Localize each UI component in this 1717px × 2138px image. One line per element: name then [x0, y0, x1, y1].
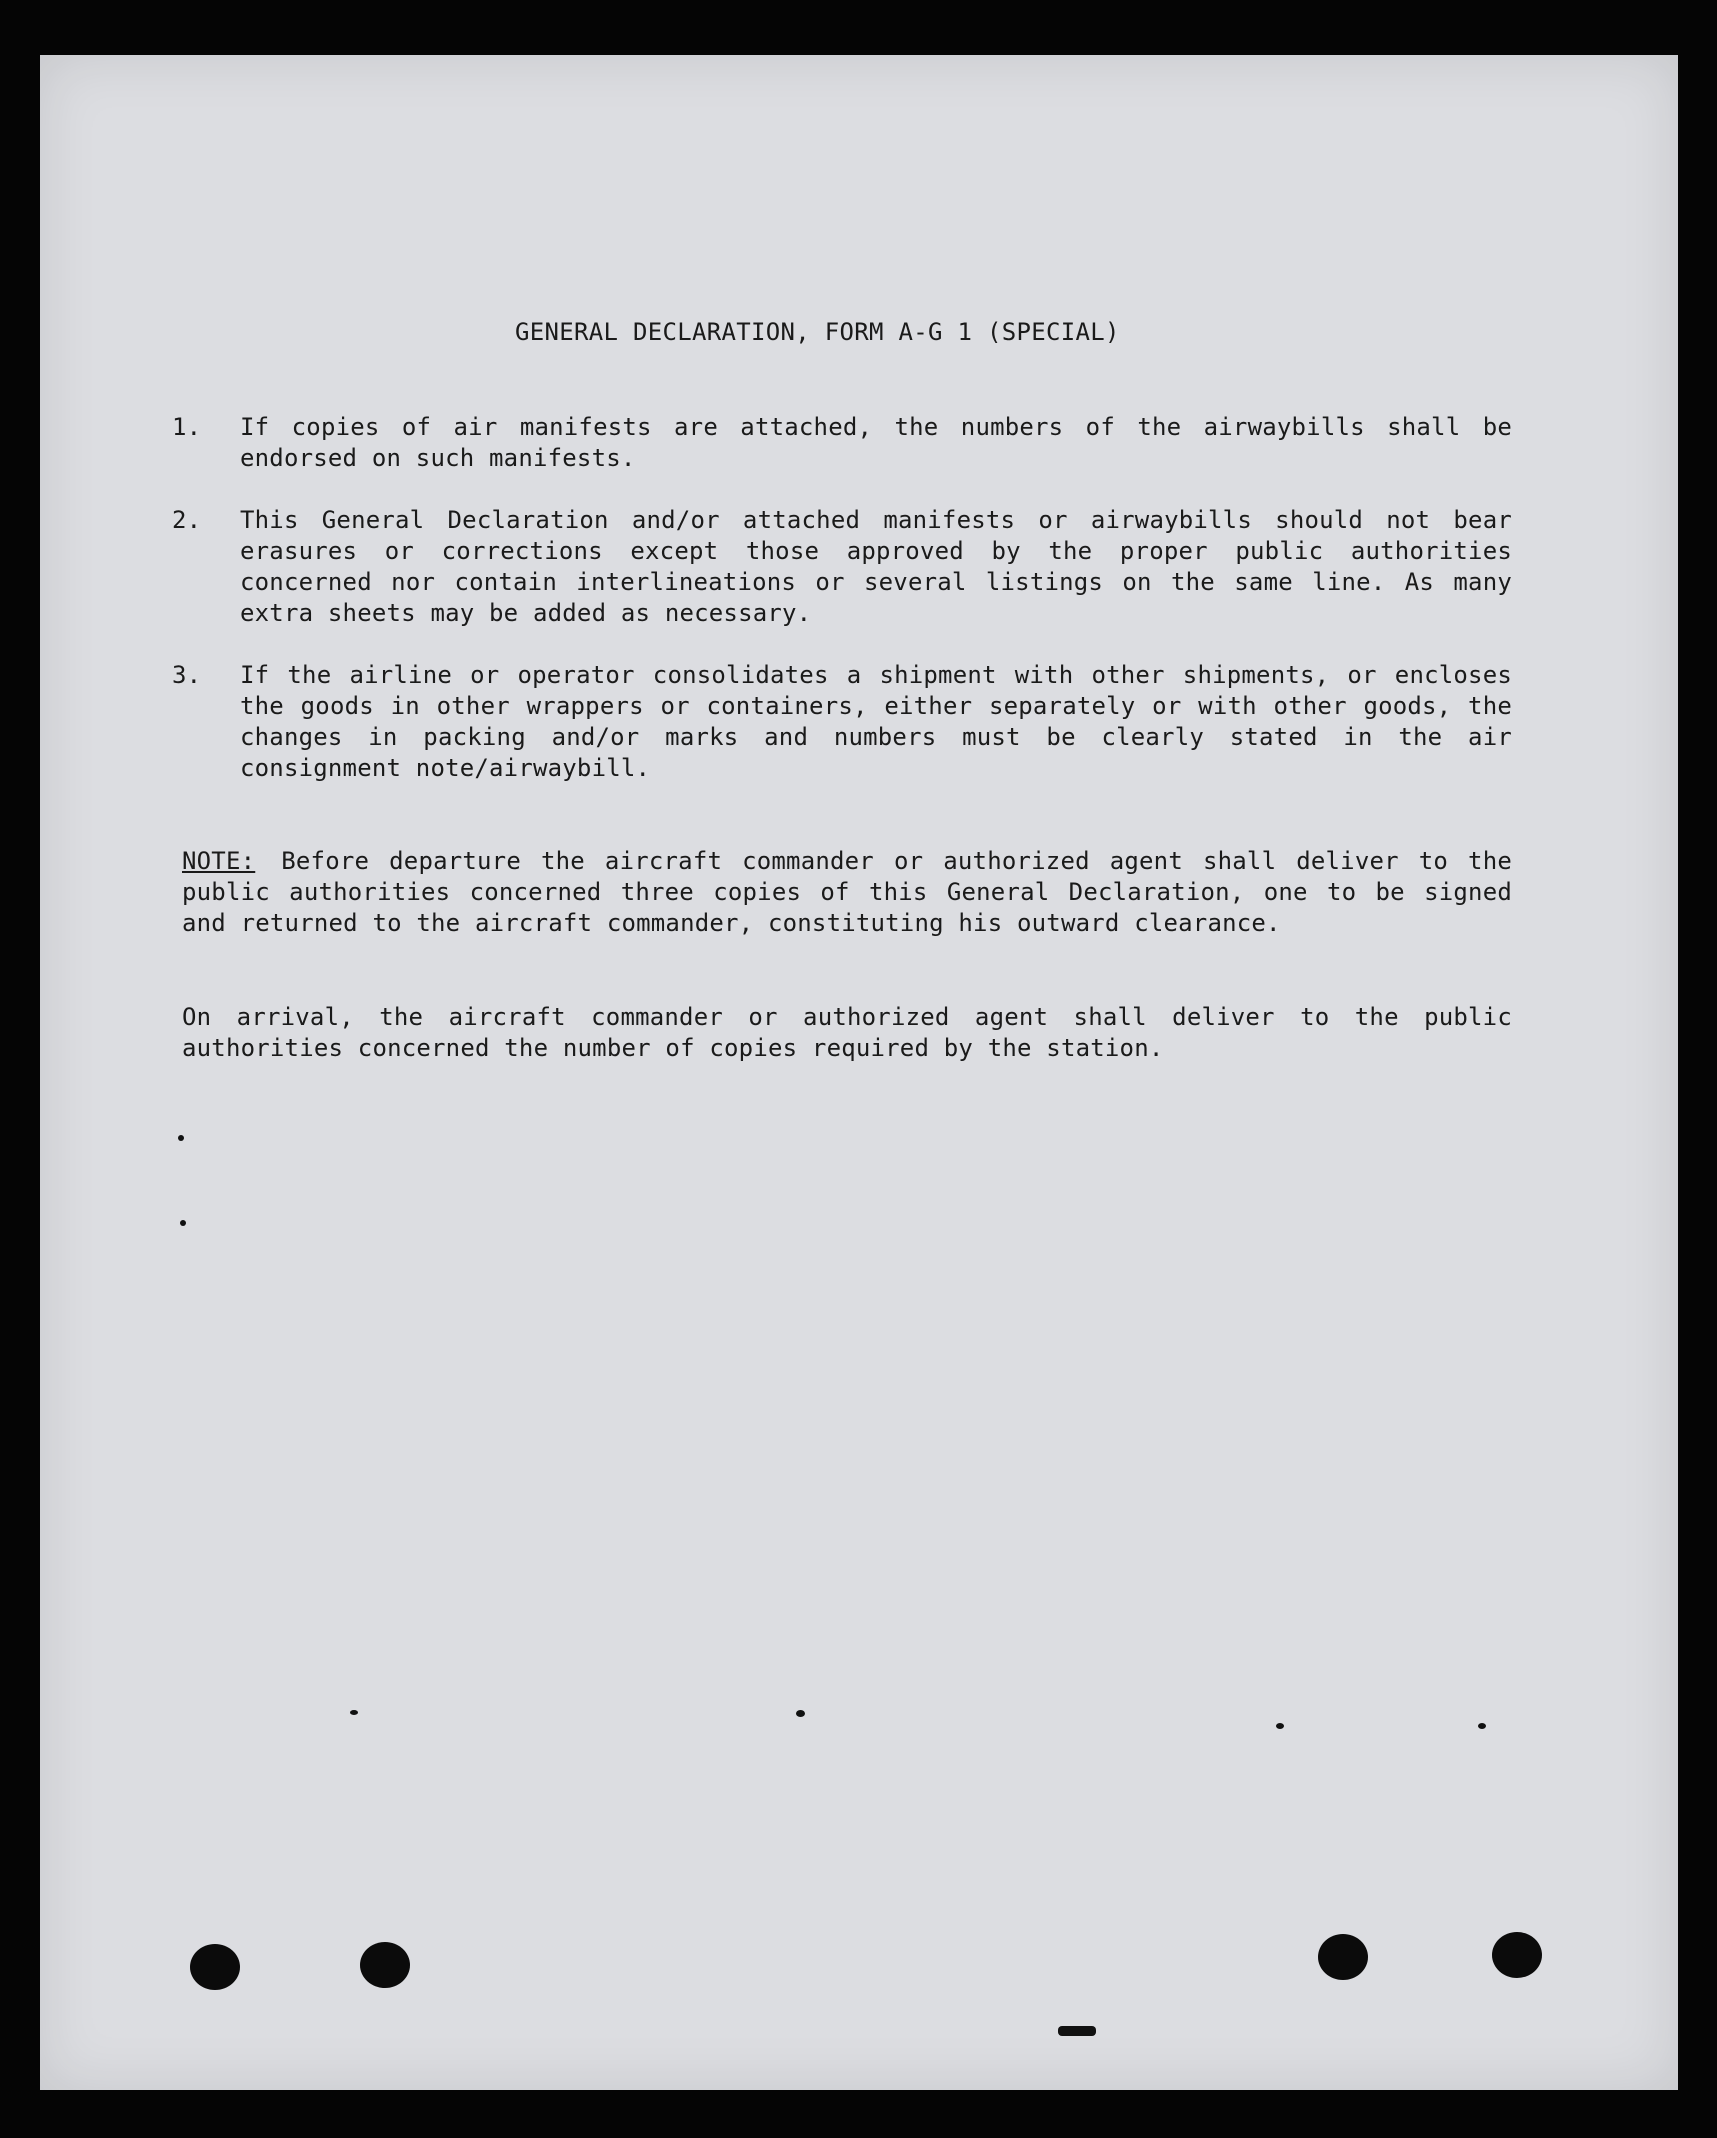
instruction-item-3	[172, 660, 1512, 784]
note-text: Before departure the aircraft commander or authorized agent shall deliver to the public authorities concerned three copies of this General Declaration, one to be signed and returned to the aircraft commander, constituting his outward clearance.	[182, 847, 1512, 937]
speck	[350, 1710, 358, 1715]
item-text: If the airline or operator consolidates a shipment with other shipments, or encloses the goods in other wrappers or containers, either separately or with other goods, the changes in packing and/or marks and numbers must be clearly stated in the air consignment note/airwaybill.	[240, 661, 1512, 782]
speck	[178, 1135, 184, 1141]
speck	[180, 1220, 186, 1226]
instruction-item-1	[172, 412, 1512, 474]
note-paragraph	[182, 846, 1512, 939]
arrival-paragraph: On arrival, the aircraft commander or authorized agent shall deliver to the public authorities concerned the number of copies required by the station.	[182, 1003, 1512, 1062]
note-label: NOTE:	[182, 847, 256, 875]
punch-hole	[1492, 1932, 1542, 1978]
document-title: GENERAL DECLARATION, FORM A-G 1 (SPECIAL)	[515, 318, 1120, 346]
punch-hole	[360, 1942, 410, 1988]
speck	[1058, 2026, 1096, 2036]
punch-hole	[1318, 1934, 1368, 1980]
item-text: This General Declaration and/or attached manifests or airwaybills should not bear erasures or corrections except those approved by the proper public authorities concerned nor contain interlineations or several listings on the same line. As many extra sheets may be added as necessary.	[240, 506, 1512, 627]
instruction-item-2	[172, 505, 1512, 629]
item-text: If copies of air manifests are attached, the numbers of the airwaybills shall be endorsed on such manifests.	[240, 413, 1512, 472]
speck	[1276, 1723, 1284, 1729]
speck	[796, 1710, 805, 1717]
document-page	[40, 55, 1678, 2090]
speck	[1478, 1723, 1486, 1729]
punch-hole	[190, 1944, 240, 1990]
item-number: 1.	[172, 413, 202, 441]
item-number: 3.	[172, 661, 202, 689]
item-number: 2.	[172, 506, 202, 534]
